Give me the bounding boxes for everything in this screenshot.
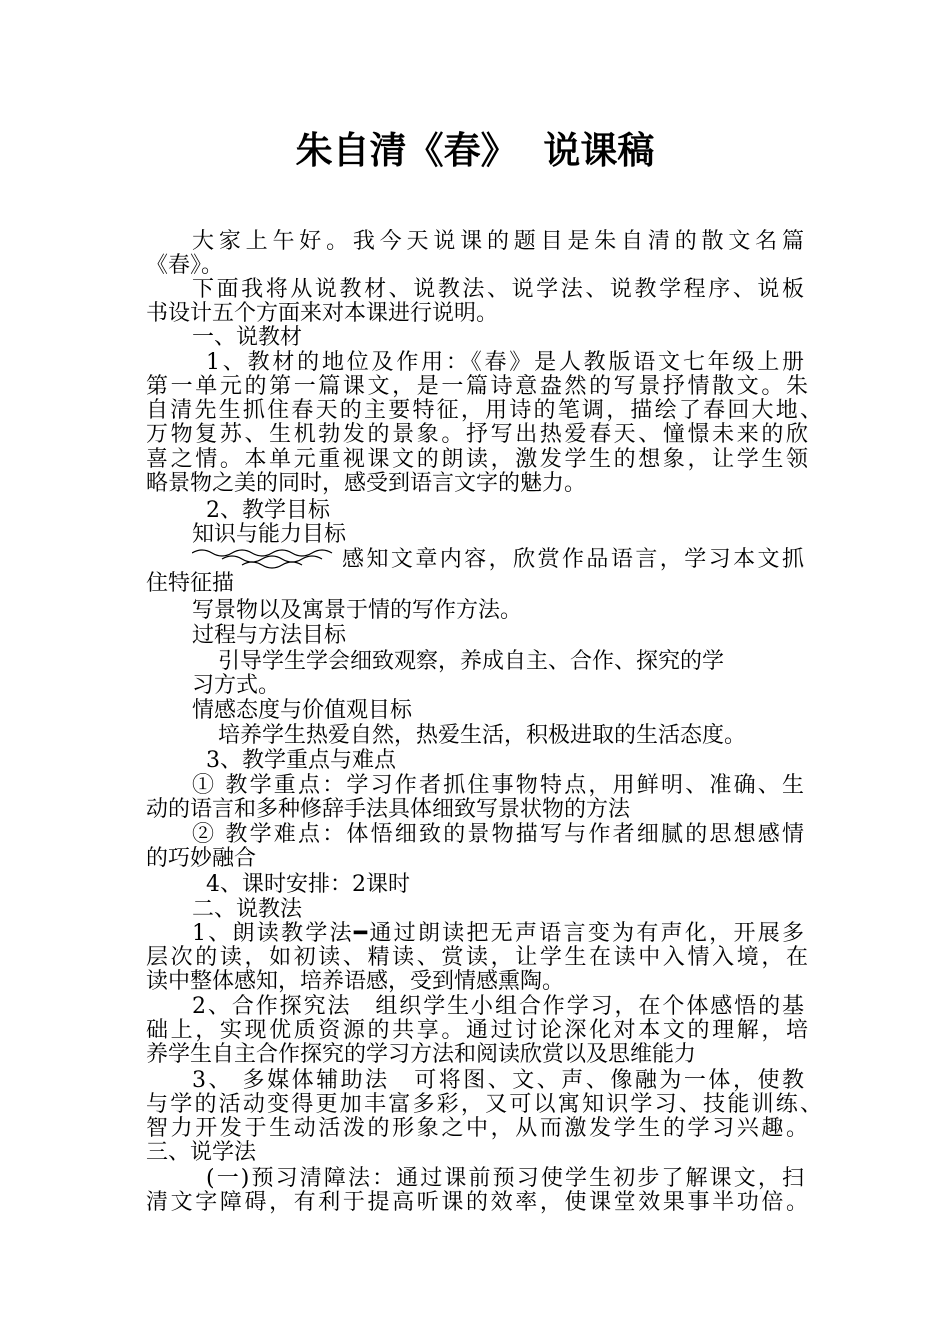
paragraph-line: 智力开发于生动活泼的形象之中，从而激发学生的学习兴趣。	[146, 1116, 808, 1141]
paragraph-line: 2、合作探究法 组织学生小组合作学习，在个体感悟的基	[192, 994, 804, 1019]
paragraph-line: 动的语言和多种修辞手法具体细致写景状物的方法	[146, 797, 631, 822]
paragraph-line: 1、朗读教学法━通过朗读把无声语言变为有声化，开展多	[192, 921, 804, 946]
subsection-heading: 过程与方法目标	[192, 623, 347, 648]
paragraph-line: 层次的读，如初读、精读、赏读，让学生在读中入情入境，在	[146, 945, 808, 970]
paragraph-line: (一)预习清障法：通过课前预习使学生初步了解课文，扫	[206, 1166, 804, 1191]
paragraph-line: 住特征描	[146, 571, 235, 596]
paragraph-line: 下面我将从说教材、说教法、说学法、说教学程序、说板	[192, 277, 804, 302]
subsection-heading: 情感态度与价值观目标	[192, 698, 413, 723]
section-heading: 二、说教法	[192, 897, 303, 922]
paragraph-line: 书设计五个方面来对本课进行说明。	[146, 301, 499, 326]
paragraph-line: ① 教学重点：学习作者抓住事物特点，用鲜明、准确、生	[192, 773, 804, 798]
paragraph-line: 读中整体感知，培养语感，受到情感熏陶。	[146, 969, 565, 994]
subsection-heading: 知识与能力目标	[192, 522, 347, 547]
paragraph-line: 大家上午好。我今天说课的题目是朱自清的散文名篇	[192, 229, 804, 254]
section-heading: 一、说教材	[192, 325, 303, 350]
subsection-heading: 4、课时安排：2课时	[206, 872, 410, 897]
paragraph-line: 略景物之美的同时，感受到语言文字的魅力。	[146, 471, 587, 496]
paragraph-line: 万物复苏、生机勃发的景象。抒写出热爱春天、憧憬未来的欣	[146, 422, 808, 447]
paragraph-line: 自清先生抓住春天的主要特征，用诗的笔调，描绘了春回大地、	[146, 398, 822, 423]
document-title: 朱自清《春》 说课稿	[295, 129, 655, 172]
paragraph-line: 习方式。	[192, 673, 281, 698]
paragraph-line: 的巧妙融合	[146, 846, 257, 871]
subsection-heading: 2、教学目标	[206, 498, 330, 523]
paragraph-line: 《春》。	[146, 253, 224, 278]
paragraph-line: ② 教学难点：体悟细致的景物描写与作者细腻的思想感情	[192, 822, 804, 847]
paragraph-line: 引导学生学会细致观察，养成自主、合作、探究的学	[218, 649, 725, 674]
paragraph-line: 感知文章内容，欣赏作品语言，学习本文抓	[342, 547, 804, 572]
paragraph-line: 喜之情。本单元重视课文的朗读，激发学生的想象，让学生领	[146, 447, 808, 472]
paragraph-line: 养学生自主合作探究的学习方法和阅读欣赏以及思维能力	[146, 1042, 697, 1067]
paragraph-line: 写景物以及寓景于情的写作方法。	[192, 598, 523, 623]
paragraph-line: 清文字障碍，有利于提高听课的效率，使课堂效果事半功倍。	[146, 1190, 808, 1215]
paragraph-line: 培养学生热爱自然，热爱生活，积极进取的生活态度。	[218, 723, 747, 748]
paragraph-line: 与学的活动变得更加丰富多彩，又可以寓知识学习、技能训练、	[146, 1092, 822, 1117]
paragraph-line: 1、教材的地位及作用：《春》是人教版语文七年级上册	[206, 350, 804, 375]
wavy-underline-mark	[192, 547, 340, 573]
paragraph-line: 3、 多媒体辅助法 可将图、文、声、像融为一体，使教	[192, 1068, 804, 1093]
subsection-heading: 3、教学重点与难点	[206, 748, 396, 773]
paragraph-line: 第一单元的第一篇课文，是一篇诗意盎然的写景抒情散文。朱	[146, 374, 808, 399]
paragraph-line: 础上，实现优质资源的共享。通过讨论深化对本文的理解，培	[146, 1018, 808, 1043]
section-heading: 三、说学法	[146, 1140, 257, 1165]
